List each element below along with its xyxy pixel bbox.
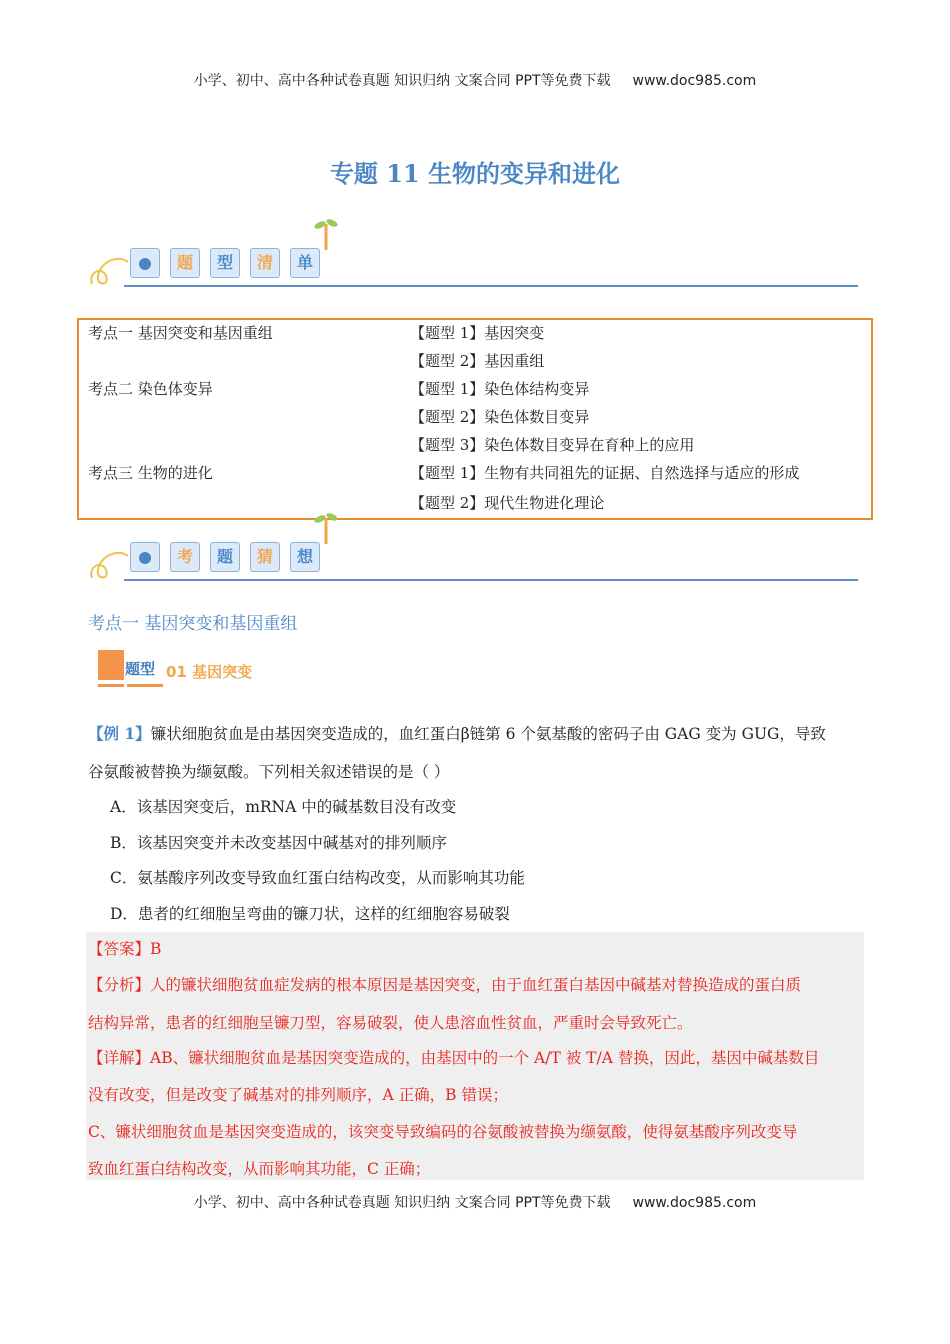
sprout-icon [314,216,338,250]
answer-label: 【答案】 [88,940,151,958]
banner-char: 单 [290,248,320,278]
example-line-1 [88,722,826,744]
analysis-line-2: 结构异常，患者的红细胞呈镰刀型，容易破裂，使人患溶血性贫血，严重时会导致死亡。 [88,1014,693,1032]
outline-type: 【题型 2】现代生物进化理论 [410,494,605,512]
banner-exam-predictions [88,522,858,582]
analysis-line-1 [88,973,801,995]
banner-char: 清 [250,248,280,278]
detail-line-4: 致血红蛋白结构改变，从而影响其功能，C 正确； [88,1160,431,1178]
outline-type: 【题型 2】基因重组 [410,352,545,370]
banner-char: 想 [290,542,320,572]
answer-line [88,937,161,959]
analysis-text: 人的镰状细胞贫血症发病的根本原因是基因突变，由于血红蛋白基因中碱基对替换造成的蛋白质 [150,976,802,994]
type-badge-label: 题型 [125,660,156,678]
outline-type: 【题型 1】染色体结构变异 [410,380,590,398]
banner-dot-tile [130,542,160,572]
type-badge-bar [127,684,163,687]
banner-divider [124,579,858,581]
option-c: C．氨基酸序列改变导致血红蛋白结构改变，从而影响其功能 [110,869,525,887]
header-text: 小学、初中、高中各种试卷真题 知识归纳 文案合同 PPT等免费下载 [193,73,611,89]
option-d: D．患者的红细胞呈弯曲的镰刀状，这样的红细胞容易破裂 [110,905,510,923]
outline-kaodian-1: 考点一 基因突变和基因重组 [88,324,273,342]
banner-char: 型 [210,248,240,278]
option-a: A．该基因突变后，mRNA 中的碱基数目没有改变 [110,798,457,816]
outline-kaodian-3: 考点三 生物的进化 [88,464,213,482]
sprout-icon [314,510,338,544]
banner-dot-tile [130,248,160,278]
type-badge-square [98,650,124,680]
page-title: 专题 11 生物的变异和进化 [329,159,621,188]
site-header [0,70,950,90]
site-footer [0,1192,950,1212]
outline-type: 【题型 1】生物有共同祖先的证据、自然选择与适应的形成 [410,464,800,482]
option-b: B．该基因突变并未改变基因中碱基对的排列顺序 [110,834,447,852]
banner-question-types [88,228,858,288]
dot-icon [139,552,151,564]
type-title: 01 基因突变 [166,663,253,681]
banner-char: 考 [170,542,200,572]
outline-type: 【题型 2】染色体数目变异 [410,408,590,426]
detail-line-2: 没有改变，但是改变了碱基对的排列顺序，A 正确，B 错误； [88,1086,508,1104]
type-badge-bar [98,684,124,687]
example-line-2: 谷氨酸被替换为缬氨酸。下列相关叙述错误的是（ ） [88,763,450,781]
analysis-label: 【分析】 [88,976,151,994]
outline-type: 【题型 1】基因突变 [410,324,545,342]
banner-char: 题 [170,248,200,278]
dot-icon [139,258,151,270]
detail-text: AB、镰状细胞贫血是基因突变造成的，由基因中的一个 A/T 被 T/A 替换，因此，基因中碱基数目 [150,1049,820,1067]
header-url[interactable]: www.doc985.com [632,73,757,89]
detail-line-3: C、镰状细胞贫血是基因突变造成的，该突变导致编码的谷氨酸被替换为缬氨酸，使得氨基酸序列改变导 [88,1123,798,1141]
section-heading: 考点一 基因突变和基因重组 [88,614,298,634]
example-text: 镰状细胞贫血是由基因突变造成的，血红蛋白β链第 6 个氨基酸的密码子由 GAG 变为 GUG，导致 [150,725,826,743]
outline-type: 【题型 3】染色体数目变异在育种上的应用 [410,436,695,454]
banner-divider [124,285,858,287]
outline-kaodian-2: 考点二 染色体变异 [88,380,213,398]
footer-text: 小学、初中、高中各种试卷真题 知识归纳 文案合同 PPT等免费下载 [193,1195,611,1211]
answer-value: B [150,940,162,958]
swirl-decoration-icon [88,530,132,582]
banner-char: 题 [210,542,240,572]
swirl-decoration-icon [88,236,132,288]
example-label: 【例 1】 [88,724,151,743]
footer-url[interactable]: www.doc985.com [632,1195,757,1211]
detail-line-1 [88,1046,819,1068]
detail-label: 【详解】 [88,1049,151,1067]
banner-char: 猜 [250,542,280,572]
